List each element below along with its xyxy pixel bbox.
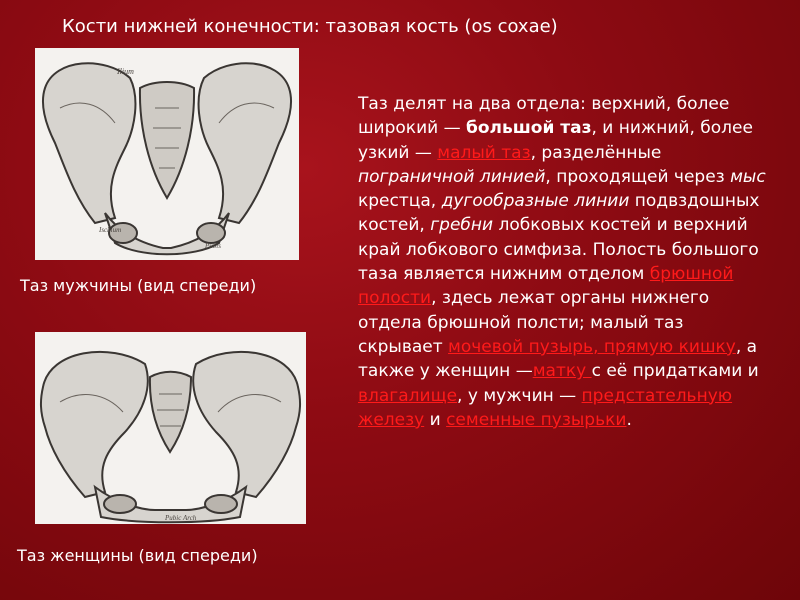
pubic-arch-label: Pubic Arch — [165, 514, 197, 522]
text-segment: подвздошных костей, — [358, 191, 760, 236]
text-segment: . — [626, 409, 632, 430]
male-pelvis-caption: Таз мужчины (вид спереди) — [20, 276, 257, 295]
ilium-label: Ilium — [117, 67, 134, 76]
text-segment: с её придатками и — [591, 361, 759, 382]
italic-term-crests: гребни — [430, 215, 494, 236]
italic-term-promontory: мыс — [730, 166, 766, 187]
link-vagina[interactable]: влагалище — [358, 385, 458, 406]
link-prostate[interactable]: предстательную железу — [358, 385, 733, 430]
male-pelvis-image — [35, 48, 299, 260]
text-segment: , у мужчин — — [457, 385, 582, 406]
male-pelvis-illustration — [35, 48, 299, 260]
text-segment: и — [424, 409, 447, 430]
female-pelvis-image — [35, 332, 306, 524]
female-pelvis-illustration — [35, 332, 306, 524]
pelvis-description — [358, 92, 768, 432]
text-segment: , разделённые — [530, 142, 662, 163]
bold-term-greater-pelvis: большой таз — [465, 118, 592, 139]
text-segment: Таз делят на два отдела: верхний, более широкий — — [358, 94, 730, 139]
link-bladder[interactable]: мочевой пузырь — [448, 336, 594, 357]
ischium-label: Ischium — [99, 226, 122, 234]
text-segment: , здесь лежат органы нижнего отдела брюшной полсти; малый таз скрывает — [358, 288, 710, 357]
pubis-label: Pubis — [205, 242, 221, 250]
italic-term-arcuate-lines: дугообразные линии — [441, 191, 630, 212]
link-seminal-vesicles[interactable]: семенные пузырьки — [446, 409, 627, 430]
link-abdominal-cavity[interactable]: брюшной полости — [358, 264, 734, 309]
text-segment: , проходящей через — [545, 166, 731, 187]
slide-title: Кости нижней конечности: тазовая кость (os coxae) — [62, 16, 558, 37]
text-segment: крестца, — [358, 191, 442, 212]
text-segment: лобковых костей и верхний край лобкового симфиза. Полость большого таза является нижним отделом — [358, 215, 759, 285]
female-pelvis-caption: Таз женщины (вид спереди) — [17, 546, 258, 565]
link-rectum[interactable]: , прямую кишку — [593, 336, 736, 357]
italic-term-border-line: пограничной линией — [358, 166, 546, 187]
link-uterus[interactable]: матку — [532, 361, 592, 382]
text-segment: , и нижний, более узкий — — [358, 118, 753, 163]
text-segment: , а также у женщин — — [358, 336, 758, 382]
link-small-pelvis[interactable]: малый таз — [437, 142, 531, 163]
